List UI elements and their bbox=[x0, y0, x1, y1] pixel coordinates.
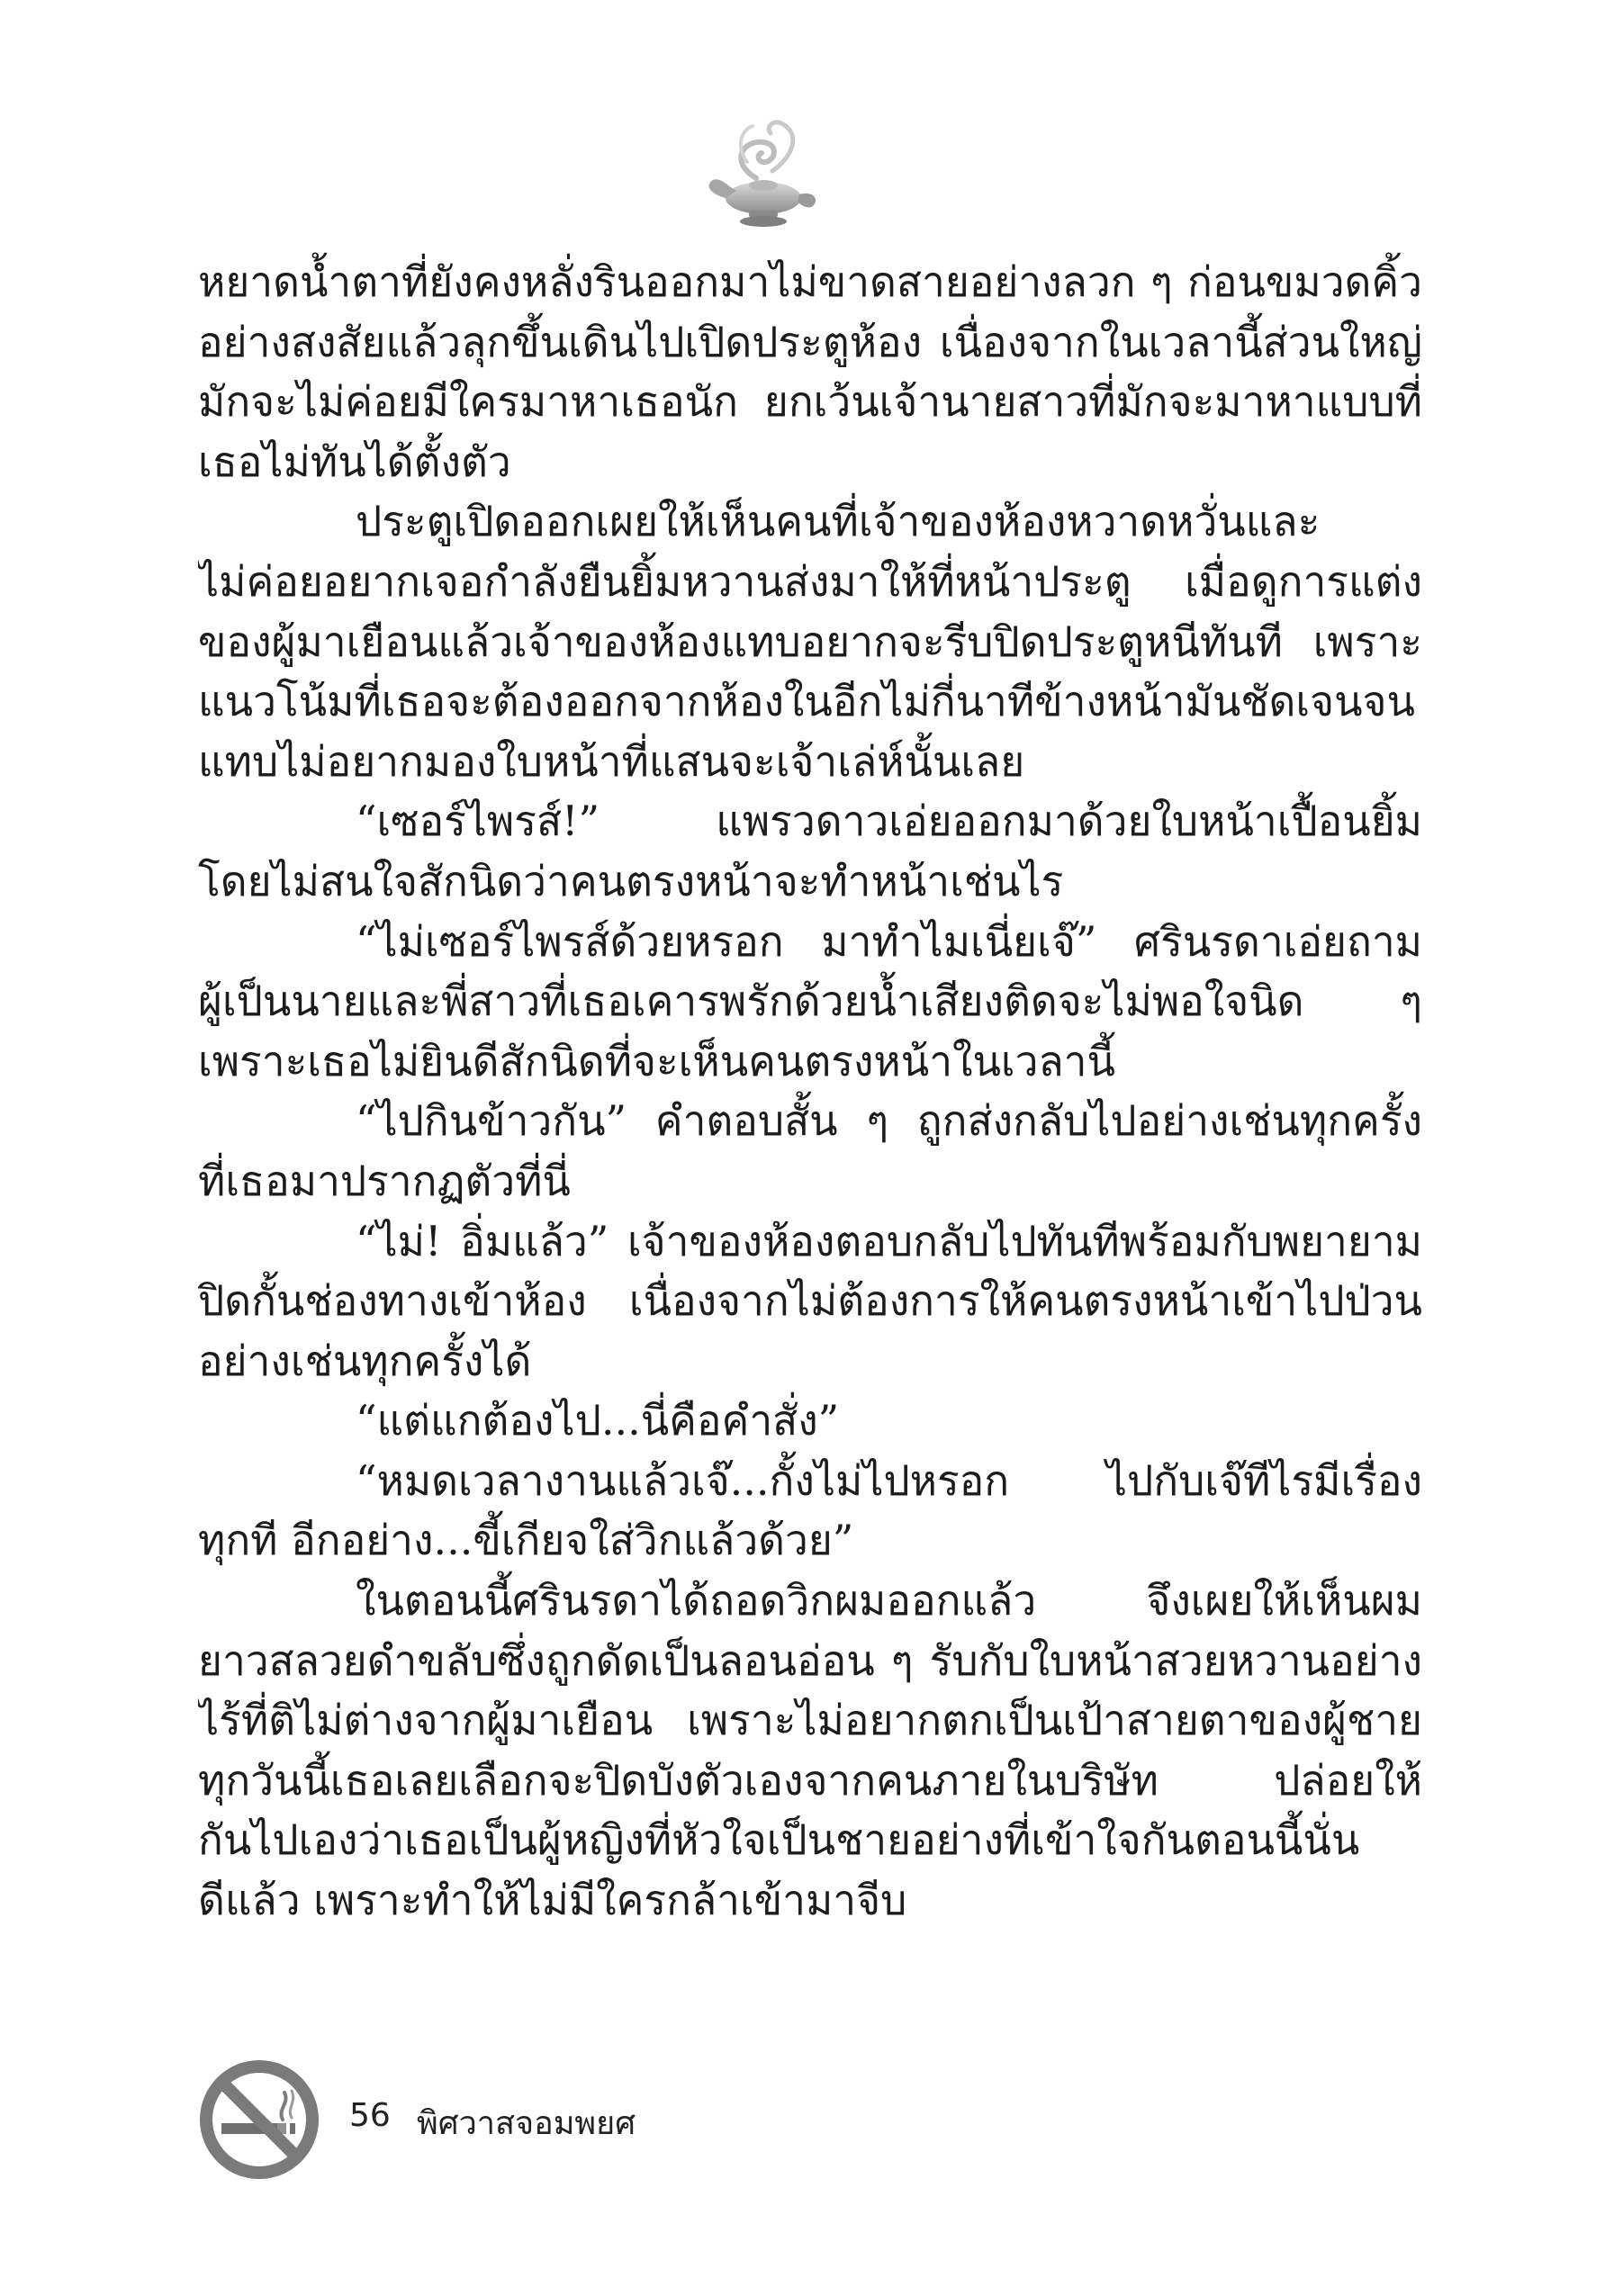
paragraph bbox=[198, 791, 1422, 911]
paragraph bbox=[198, 491, 1422, 791]
text-line: ยาวสลวยดำขลับซึ่งถูกดัดเป็นลอนอ่อน ๆ รับกับใบหน้าสวยหวานอย่าง bbox=[198, 1635, 1422, 1685]
text-line: แทบไม่อยากมองใบหน้าที่แสนจะเจ้าเล่ห์นั้นเลย bbox=[198, 736, 1025, 786]
text-line: ทุกที อีกอย่าง...ขี้เกียจใส่วิกแล้วด้วย” bbox=[198, 1516, 854, 1565]
text-line: “เซอร์ไพรส์!” แพรวดาวเอ่ยออกมาด้วยใบหน้าเปื้อนยิ้ม bbox=[356, 797, 1422, 846]
paragraph bbox=[198, 1571, 1422, 1931]
text-line: ผู้เป็นนายและพี่สาวที่เธอเคารพรักด้วยน้ำเสียงติดจะไม่พอใจนิด ๆ bbox=[198, 977, 1422, 1026]
text-line: อย่างสงสัยแล้วลุกขึ้นเดินไปเปิดประตูห้อง เนื่องจากในเวลานี้ส่วนใหญ่ bbox=[198, 317, 1422, 366]
text-line: ของผู้มาเยือนแล้วเจ้าของห้องแทบอยากจะรีบปิดประตูหนีทันที เพราะ bbox=[198, 617, 1422, 666]
text-line: ปิดกั้นช่องทางเข้าห้อง เนื่องจากไม่ต้องการให้คนตรงหน้าเข้าไปป่วน bbox=[198, 1276, 1422, 1326]
page-footer bbox=[196, 2057, 1006, 2183]
text-line: แนวโน้มที่เธอจะต้องออกจากห้องในอีกไม่กี่นาทีข้างหน้ามันชัดเจนจน bbox=[198, 677, 1415, 726]
text-line: โดยไม่สนใจสักนิดว่าคนตรงหน้าจะทำหน้าเช่นไร bbox=[198, 856, 1064, 905]
text-line: ในตอนนี้ศรินรดาได้ถอดวิกผมออกแล้ว จึงเผยให้เห็นผม bbox=[356, 1576, 1422, 1625]
text-line: หยาดน้ำตาที่ยังคงหลั่งรินออกมาไม่ขาดสายอย่างลวก ๆ ก่อนขมวดคิ้ว bbox=[198, 257, 1422, 306]
text-line: ไม่ค่อยอยากเจอกำลังยืนยิ้มหวานส่งมาให้ที่หน้าประตู เมื่อดูการแต่ง bbox=[198, 556, 1422, 606]
paragraph bbox=[198, 1391, 1422, 1451]
text-line: “หมดเวลางานแล้วเจ๊...กั้งไม่ไปหรอก ไปกับเจ๊ทีไรมีเรื่อง bbox=[356, 1455, 1422, 1505]
text-line: ที่เธอมาปรากฏตัวที่นี่ bbox=[198, 1156, 571, 1205]
text-line: อย่างเช่นทุกครั้งได้ bbox=[198, 1336, 532, 1385]
paragraph bbox=[198, 912, 1422, 1092]
text-line: ไร้ที่ติไม่ต่างจากผู้มาเยือน เพราะไม่อยากตกเป็นเป้าสายตาของผู้ชาย bbox=[198, 1696, 1422, 1745]
text-line: มักจะไม่ค่อยมีใครมาหาเธอนัก ยกเว้นเจ้านายสาวที่มักจะมาหาแบบที่ bbox=[198, 377, 1422, 427]
text-line: เธอไม่ทันได้ตั้งตัว bbox=[198, 437, 511, 486]
genie-lamp-icon bbox=[693, 108, 828, 243]
book-title: พิศวาสจอมพยศ bbox=[417, 2105, 636, 2142]
paragraph bbox=[198, 252, 1422, 491]
text-line: “ไม่เซอร์ไพรส์ด้วยหรอก มาทำไมเนี่ยเจ๊” ศรินรดาเอ่ยถาม bbox=[356, 916, 1422, 966]
text-line: “ไปกินข้าวกัน” คำตอบสั้น ๆ ถูกส่งกลับไปอย่างเช่นทุกครั้ง bbox=[356, 1096, 1422, 1146]
text-line: “แต่แกต้องไป...นี่คือคำสั่ง” bbox=[356, 1396, 840, 1445]
paragraph bbox=[198, 1211, 1422, 1391]
paragraph bbox=[198, 1451, 1422, 1571]
no-smoking-icon bbox=[196, 2057, 322, 2183]
text-line: เพราะเธอไม่ยินดีสักนิดที่จะเห็นคนตรงหน้าในเวลานี้ bbox=[198, 1036, 1115, 1085]
paragraph bbox=[198, 1091, 1422, 1211]
text-line: ประตูเปิดออกเผยให้เห็นคนที่เจ้าของห้องหวาดหวั่นและ bbox=[356, 497, 1321, 546]
text-line: “ไม่! อิ่มแล้ว” เจ้าของห้องตอบกลับไปทันทีพร้อมกับพยายาม bbox=[356, 1216, 1422, 1265]
text-line: กันไปเองว่าเธอเป็นผู้หญิงที่หัวใจเป็นชายอย่างที่เข้าใจกันตอนนี้นั่น bbox=[198, 1815, 1360, 1865]
page-number: 56 bbox=[349, 2097, 391, 2134]
text-line: ทุกวันนี้เธอเลยเลือกจะปิดบังตัวเองจากคนภายในบริษัท ปล่อยให้ bbox=[198, 1755, 1422, 1805]
text-line: ดีแล้ว เพราะทำให้ไม่มีใครกล้าเข้ามาจีบ bbox=[198, 1876, 907, 1925]
body-text bbox=[198, 252, 1422, 1931]
